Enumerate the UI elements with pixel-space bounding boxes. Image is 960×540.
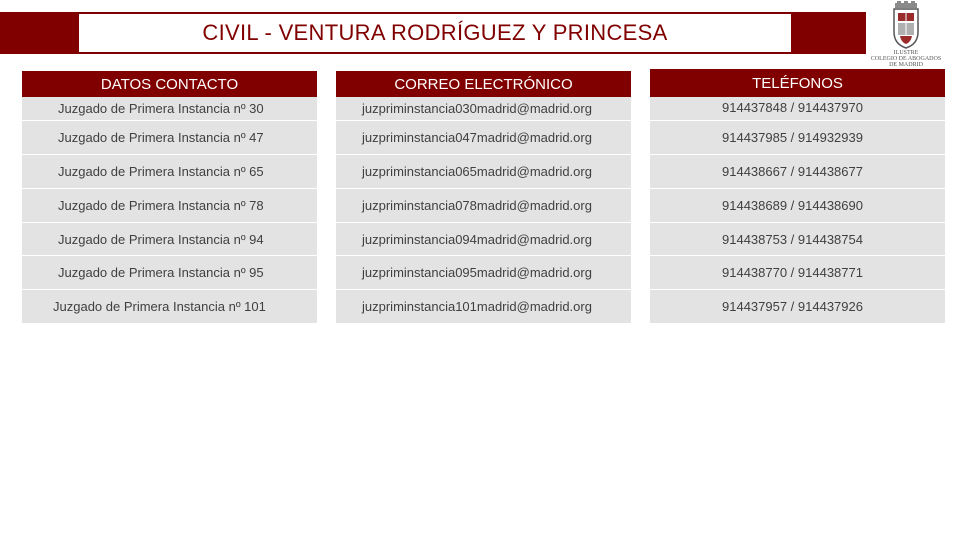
page-title: CIVIL - VENTURA RODRÍGUEZ Y PRINCESA (202, 20, 668, 45)
header-phones: TELÉFONOS (650, 69, 945, 97)
table-cell-phones: 914438753 / 914438754 (650, 223, 945, 256)
table-cell-name: Juzgado de Primera Instancia nº 101 (22, 290, 317, 324)
table-cell-email: juzpriminstancia078madrid@madrid.org (336, 189, 631, 223)
table-cell-name: Juzgado de Primera Instancia nº 30 (22, 97, 317, 121)
table-cell-email: juzpriminstancia094madrid@madrid.org (336, 223, 631, 256)
table-cell-email: juzpriminstancia047madrid@madrid.org (336, 121, 631, 155)
logo-caption: ILUSTRE COLEGIO DE ABOGADOS DE MADRID (870, 50, 942, 68)
table-cell-name: Juzgado de Primera Instancia nº 78 (22, 189, 317, 223)
table-cell-phones: 914437957 / 914437926 (650, 290, 945, 324)
table-cell-email: juzpriminstancia095madrid@madrid.org (336, 256, 631, 290)
table-cell-phones: 914438667 / 914438677 (650, 155, 945, 189)
table-cell-phones: 914438689 / 914438690 (650, 189, 945, 223)
title-bar (0, 12, 866, 54)
header-contact: DATOS CONTACTO (22, 71, 317, 97)
coat-of-arms-icon (866, 0, 946, 50)
table-cell-phones: 914437848 / 914437970 (650, 97, 945, 121)
table-cell-phones: 914437985 / 914932939 (650, 121, 945, 155)
column-email (336, 71, 631, 324)
table-cell-name: Juzgado de Primera Instancia nº 65 (22, 155, 317, 189)
column-contact (22, 71, 317, 324)
table-cell-email: juzpriminstancia101madrid@madrid.org (336, 290, 631, 324)
table-cell-email: juzpriminstancia065madrid@madrid.org (336, 155, 631, 189)
table-cell-email: juzpriminstancia030madrid@madrid.org (336, 97, 631, 121)
header-email: CORREO ELECTRÓNICO (336, 71, 631, 97)
table-cell-phones: 914438770 / 914438771 (650, 256, 945, 290)
table-cell-name: Juzgado de Primera Instancia nº 95 (22, 256, 317, 290)
table-cell-name: Juzgado de Primera Instancia nº 94 (22, 223, 317, 256)
column-phones (650, 69, 945, 324)
logo (866, 0, 946, 70)
title-box (79, 14, 791, 52)
table-cell-name: Juzgado de Primera Instancia nº 47 (22, 121, 317, 155)
